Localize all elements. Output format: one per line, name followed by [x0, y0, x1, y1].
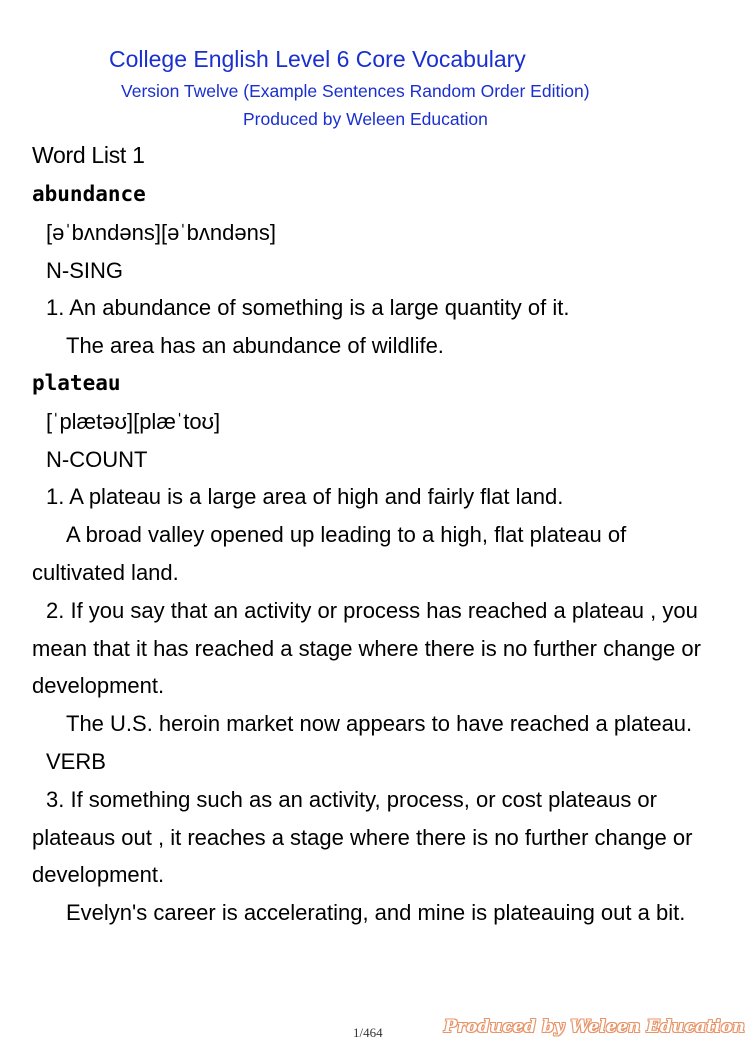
- document-producer: Produced by Weleen Education: [243, 109, 488, 129]
- example-sentence: The area has an abundance of wildlife.: [66, 333, 444, 359]
- page-number: 1/464: [353, 1025, 383, 1040]
- example-sentence: The U.S. heroin market now appears to have reached a plateau.: [66, 711, 693, 737]
- document-subtitle: Version Twelve (Example Sentences Random Order Edition): [121, 81, 590, 101]
- part-of-speech: N-COUNT: [46, 446, 148, 472]
- definition: 2. If you say that an activity or process has reached a plateau , you mean that it has reached a stage where there is no further change or development.: [32, 597, 701, 699]
- part-of-speech: N-SING: [46, 257, 123, 283]
- vocabulary-content: [32, 176, 720, 932]
- example-sentence: A broad valley opened up leading to a high, flat plateau of cultivated land.: [32, 522, 627, 585]
- phonetic: [ˈplætəʊ][plæˈtoʊ]: [46, 408, 221, 434]
- headword-plateau: plateau: [32, 370, 121, 395]
- part-of-speech: VERB: [46, 748, 106, 774]
- phonetic: [əˈbʌndəns][əˈbʌndəns]: [46, 219, 276, 245]
- example-sentence: Evelyn's career is accelerating, and mine is plateauing out a bit.: [66, 900, 686, 926]
- definition: 1. A plateau is a large area of high and fairly flat land.: [46, 484, 564, 510]
- watermark-logo: Produced by Weleen Education: [444, 1017, 746, 1037]
- definition: 1. An abundance of something is a large quantity of it.: [46, 295, 570, 321]
- headword-abundance: abundance: [32, 182, 146, 206]
- definition: 3. If something such as an activity, process, or cost plateaus or plateaus out , it reaches a stage where there is no further change or development.: [32, 786, 693, 888]
- document-title: College English Level 6 Core Vocabulary: [109, 46, 526, 72]
- word-list-heading: Word List 1: [32, 142, 145, 168]
